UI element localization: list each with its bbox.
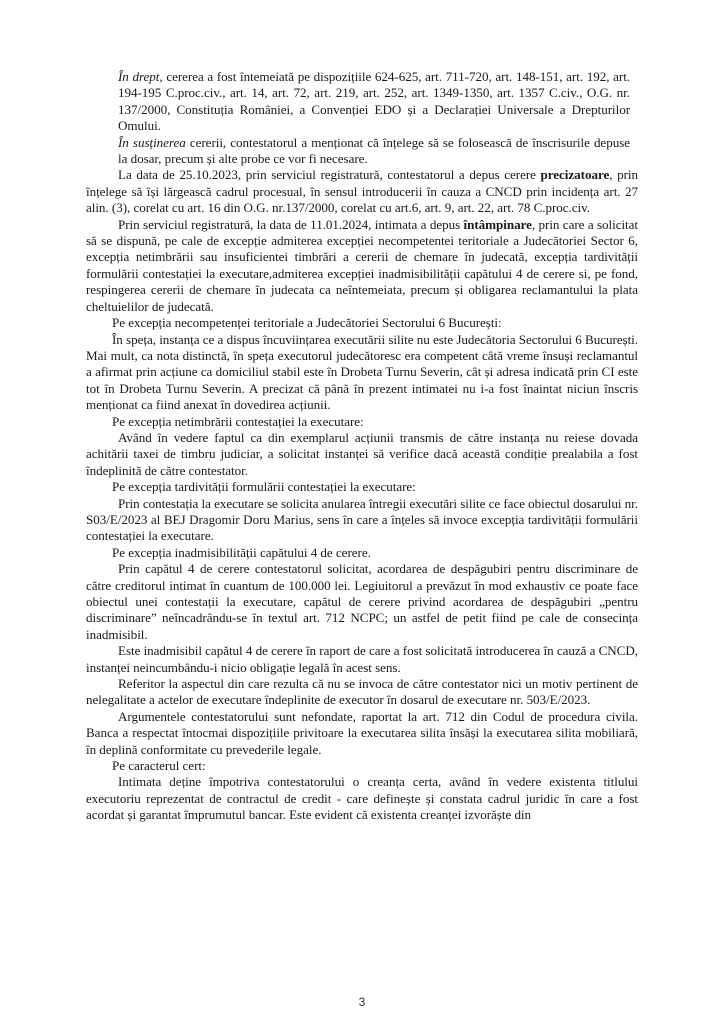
- italic-lead: În susținerea: [118, 134, 186, 150]
- paragraph-inadmissibility: Prin capătul 4 de cerere contestatorul solicitat, acordarea de despăgubiri pentru discriminare de către creditorul intimat în cuantum de 100.000 lei. Legiuitorul a prevăzut în mod exhaustiv ce poate face obiectul unei contestații la executare, capătul de cerere privind acordarea de despăgubiri „pentru discriminare” neîncadrându-se în textul art. 712 NCPC; un astfel de petit fiind pe cale de consecința inadmisibil.: [86, 561, 638, 642]
- paragraph-support: În susținerea cererii, contestatorul a menționat că înțelege să se folosească de înscrisurile depuse la dosar, precum și alte probe ce vor fi necesare.: [118, 134, 630, 167]
- heading-territorial-incompetence: Pe excepția necompetenței teritoriale a Judecătoriei Sectorului 6 București:: [112, 315, 502, 331]
- paragraph-cncd: Este inadmisibil capătul 4 de cerere în raport de care a fost solicitată introducerea în cauză a CNCD, instanței neincumbându-i nicio obligație legală în acest sens.: [86, 643, 638, 675]
- paragraph-legal-basis: În drept, cererea a fost întemeiată pe dispozițiile 624-625, art. 711-720, art. 148-151, art. 192, art. 194-195 C.proc.civ., art. 14, art. 72, art. 219, art. 252, art. 1349-1350, art. 1357 C.civ., O.G. nr. 137/2000, Constituția României, a Convenției EDO și a Declarației Universale a Drepturilor Omului.: [118, 69, 631, 134]
- bold-term: precizatoare: [540, 167, 610, 183]
- legal-basis-block: [86, 69, 638, 167]
- page-number: 3: [358, 995, 366, 1009]
- paragraph-tardiness: Prin contestația la executare se solicita anularea întregii executări silite ce face obiectul dosarului nr. S03/E/2023 al BEJ Dragomir Doru Marius, sens în care a înțeles să invoce excepția tardivității formulării contestației la executare.: [86, 495, 638, 544]
- heading-inadmissibility: Pe excepția inadmisibilității capătului 4 de cerere.: [112, 544, 371, 560]
- italic-lead: În drept: [118, 69, 160, 84]
- bold-term: întâmpinare: [463, 216, 532, 232]
- paragraph-stamp-duty: Având în vedere faptul ca din exemplarul acțiunii transmis de către instanța nu reiese dovada achitării taxei de timbru judiciar, a solicitat instanței să verifice dacă această condiție prealabila a fost îndeplinită de către contestator.: [86, 429, 638, 478]
- paragraph-territorial-incompetence: În speța, instanța ce a dispus încuviințarea executării silite nu este Judecătoria Sectorului 6 București. Mai mult, ca nota distinctă, în speța executorul judecătoresc era competent câtă vreme însuși reclamantul a afirmat prin acțiune ca domiciliul stabil este în Drobeta Turnu Severin, cât și adresa indicată prin CI este tot în Drobeta Turnu Severin. A precizat că până în prezent intimatei nu i-a fost înaintat niciun înscris menționat ca fiind anexat în dovedirea acțiunii.: [86, 331, 638, 413]
- paragraph-statement-of-defense: Prin serviciul registratură, la data de 11.01.2024, intimata a depus întâmpinare, prin care a solicitat să se dispună, pe cale de excepție admiterea excepției necompetentei teritoriale a Judecătoriei Sector 6, excepția netimbrării sau insuficientei timbrări a cererii de chemare în judecată, excepția tardivității formulării contestației la executare,admiterea excepției inadmisibilității capătului 4 de cerere si, pe fond, respingerea cererii de chemare în judecata ca neîntemeiata, precum și obligarea reclamantului la plata cheltuielilor de judecată.: [86, 216, 638, 314]
- paragraph-certain-claim: Intimata deține împotriva contestatorului o creanța certa, având în vedere existenta titlului executoriu reprezentat de contractul de credit - care definește și constata cadrul juridic în care a fost acordat și garantat împrumutul bancar. Este evident că existenta creanței izvorăște din: [86, 774, 638, 823]
- paragraph-illegality-grounds: Referitor la aspectul din care rezulta că nu se invoca de către contestator nici un motiv pertinent de nelegalitate a actelor de executare îndeplinite de executor în dosarul de executare nr. 503/E/2023.: [86, 676, 638, 708]
- heading-tardiness: Pe excepția tardivității formulării contestației la executare:: [112, 479, 416, 495]
- heading-certain-character: Pe caracterul cert:: [112, 758, 206, 774]
- heading-stamp-duty: Pe excepția netimbrării contestației la executare:: [112, 413, 364, 429]
- paragraph-clarifying-request: La data de 25.10.2023, prin serviciul registratură, contestatorul a depus cerere precizatoare, prin înțelege să își lărgească cadrul procesual, în sensul introducerii în cauza a CNCD prin incidența art. 27 alin. (3), corelat cu art. 16 din O.G. nr.137/2000, corelat cu art.6, art. 9, art. 22, art. 78 C.proc.civ.: [86, 167, 638, 216]
- paragraph-arguments-unfounded: Argumentele contestatorului sunt nefondate, raportat la art. 712 din Codul de procedura civila. Banca a respectat întocmai dispozițiile privitoare la executarea silita însăși la executarea silita mobiliară, în deplină conformitate cu prevederile legale.: [86, 708, 638, 757]
